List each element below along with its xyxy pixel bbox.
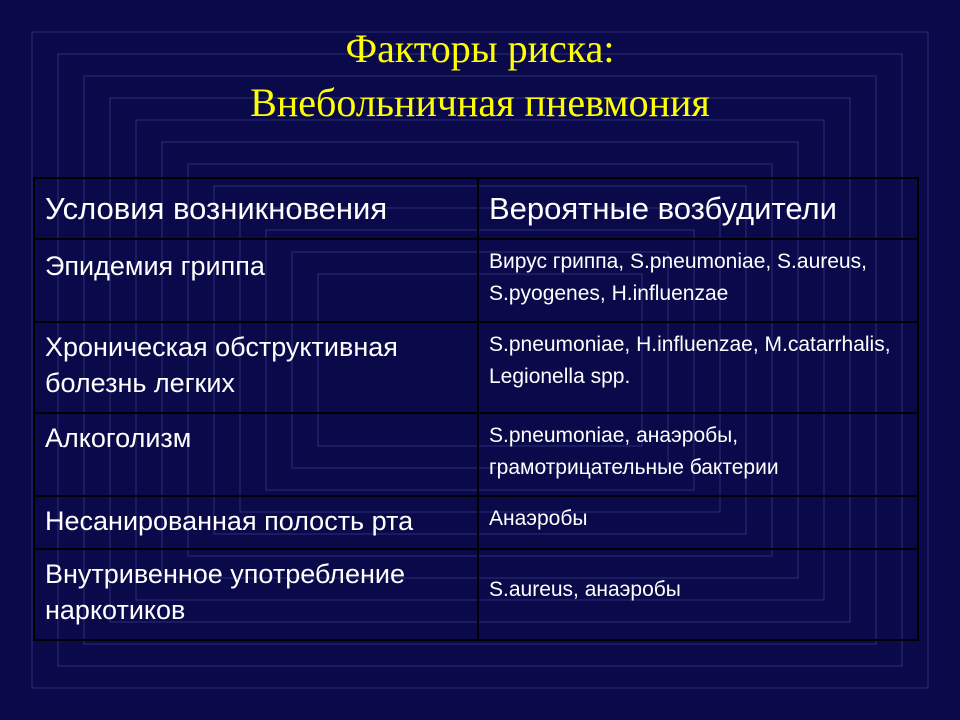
pathogens-cell: S.pneumoniae, H.influenzae, M.catarrhalis, Legionella spp. (478, 322, 918, 413)
condition-cell: Хроническая обструктивная болезнь легких (34, 322, 478, 413)
slide-title-line-2: Внебольничная пневмония (250, 80, 710, 125)
risk-factors-table (33, 177, 919, 641)
condition-cell: Алкоголизм (34, 413, 478, 496)
slide-title-line-1: Факторы риска: (345, 26, 615, 71)
table-row (34, 496, 918, 549)
table-row (34, 413, 918, 496)
pathogens-cell: S.pneumoniae, анаэробы, грамотрицательные бактерии (478, 413, 918, 496)
table-row (34, 549, 918, 640)
condition-cell: Внутривенное употребление наркотиков (34, 549, 478, 640)
pathogens-cell: Анаэробы (478, 496, 918, 549)
table-header-row (34, 178, 918, 239)
condition-cell: Эпидемия гриппа (34, 239, 478, 322)
condition-cell: Несанированная полость рта (34, 496, 478, 549)
header-conditions: Условия возникновения (34, 178, 478, 239)
table-row (34, 239, 918, 322)
pathogens-cell: Вирус гриппа, S.pneumoniae, S.aureus, S.pyogenes, H.influenzae (478, 239, 918, 322)
header-pathogens: Вероятные возбудители (478, 178, 918, 239)
table-row (34, 322, 918, 413)
pathogens-cell: S.aureus, анаэробы (478, 549, 918, 640)
